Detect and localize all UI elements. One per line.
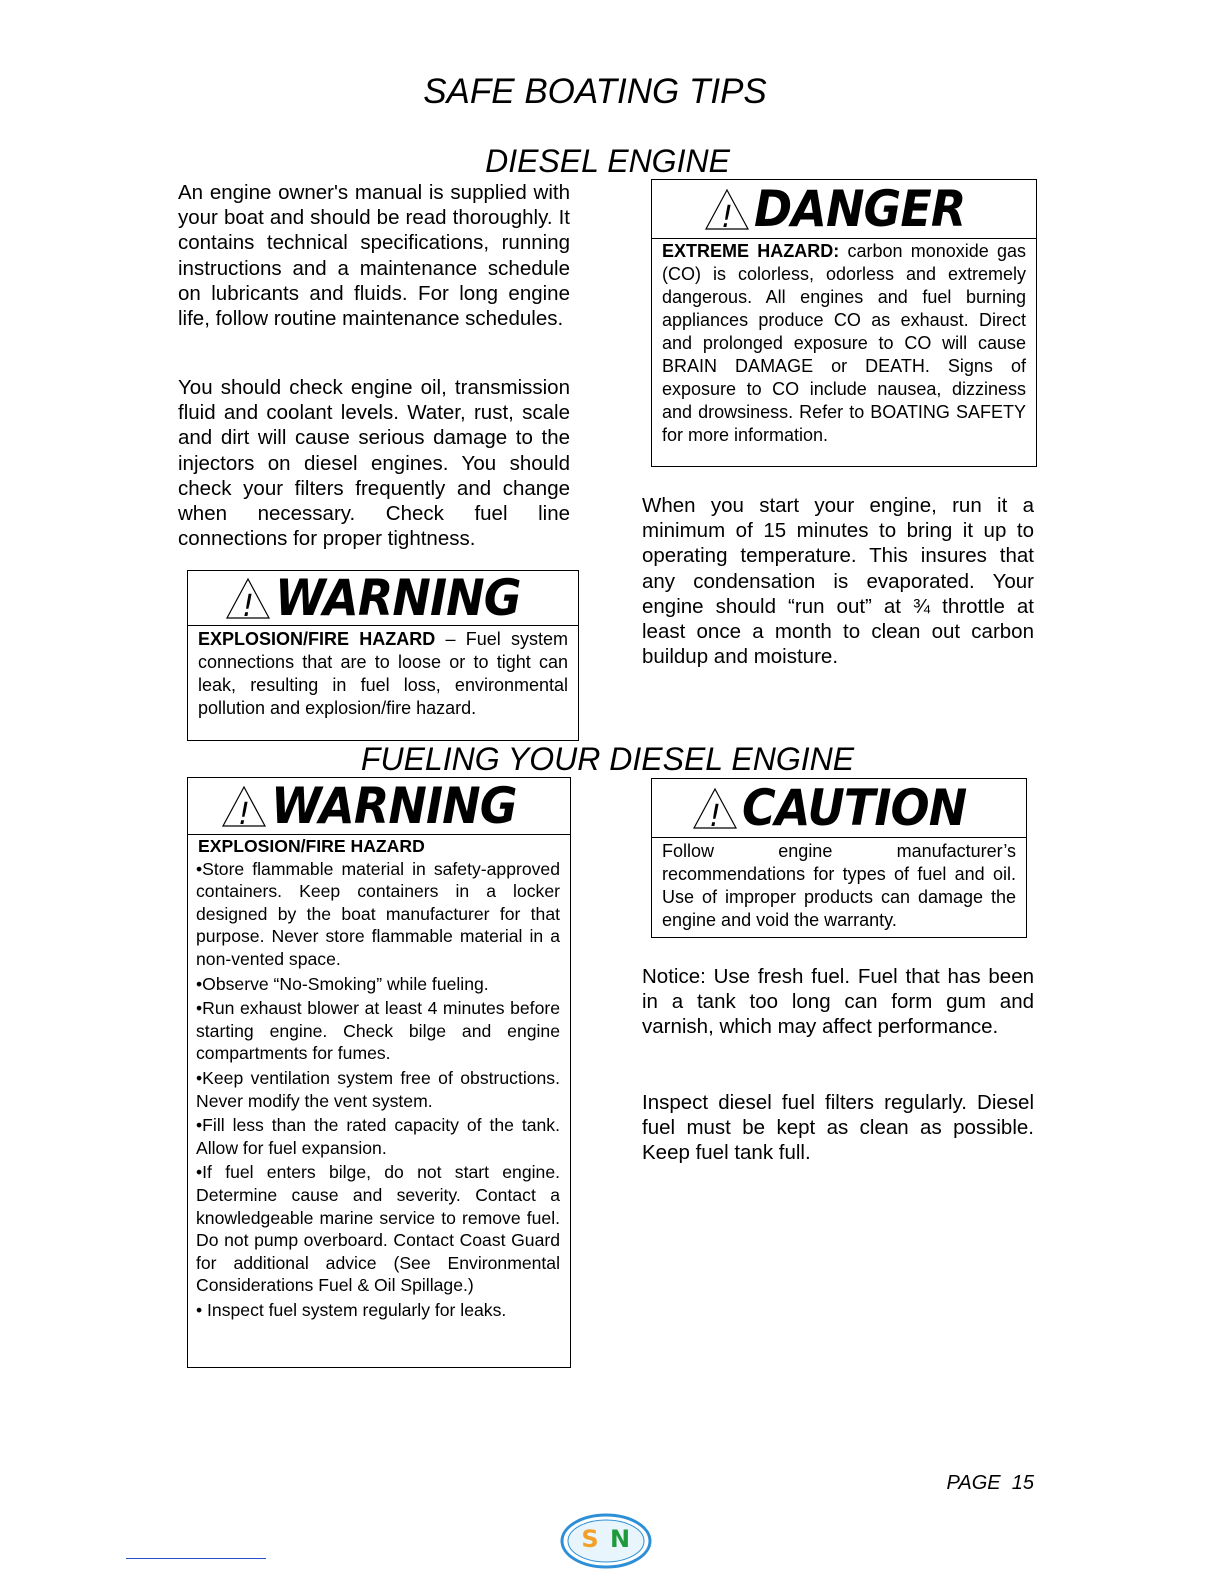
- fueling-warning-lead: EXPLOSION/FIRE HAZARD: [198, 836, 425, 856]
- danger-box: [651, 179, 1037, 467]
- page-number-label: PAGE: [946, 1472, 1001, 1494]
- fueling-paragraph-inspect: Inspect diesel fuel filters regularly. Diesel fuel must be kept as clean as possible. Keep fuel tank full.: [642, 1091, 1034, 1165]
- svg-text:!: !: [237, 797, 250, 828]
- caution-text: Follow engine manufacturer’s recommendations for types of fuel and oil. Use of improper products can damage the engine and void the warranty.: [662, 841, 1016, 930]
- danger-text: [652, 239, 1036, 447]
- sn-logo: [560, 1512, 652, 1570]
- danger-header: [652, 180, 1036, 239]
- svg-text:!: !: [721, 200, 734, 231]
- svg-text:!: !: [709, 799, 722, 830]
- fueling-warning-bullet: •Run exhaust blower at least 4 minutes before starting engine. Check bilge and engine compartments for fumes.: [196, 998, 560, 1064]
- caution-box: [651, 778, 1027, 938]
- warning-header: [188, 778, 570, 835]
- warning-triangle-icon: [704, 187, 750, 231]
- page-number-value: 15: [1011, 1472, 1034, 1494]
- fueling-warning-bullet: •If fuel enters bilge, do not start engine. Determine cause and severity. Contact a knowledgeable marine service to remove fuel. Do not pump overboard. Contact Coast Guard for additional advice (See Environmental Considerations Fuel & Oil Spillage.): [196, 1162, 560, 1296]
- danger-body: carbon monoxide gas (CO) is colorless, odorless and extremely dangerous. All engines and fuel burning appliances produce CO as exhaust. Direct and prolonged exposure to CO will cause BRAIN DAMAGE or DEATH. Signs of exposure to CO include nausea, dizziness and drowsiness. Refer to BOATING SAFETY for more information.: [662, 241, 1027, 445]
- warning-triangle-icon: [225, 576, 271, 620]
- warning-signal-word: WARNING: [274, 569, 521, 627]
- warning-box-fueling: [187, 777, 571, 1368]
- page-number: [947, 1472, 1034, 1495]
- danger-signal-word: DANGER: [754, 180, 966, 238]
- fueling-warning-text: [188, 835, 570, 1321]
- warning-triangle-icon: [221, 784, 267, 828]
- page-title: SAFE BOATING TIPS: [423, 72, 767, 111]
- fueling-paragraph-notice: Notice: Use fresh fuel. Fuel that has been in a tank too long can form gum and varnish, which may affect performance.: [642, 965, 1034, 1039]
- caution-signal-word: CAUTION: [742, 779, 967, 837]
- svg-text:!: !: [241, 589, 254, 620]
- diesel-paragraph-manual: An engine owner's manual is supplied with your boat and should be read thoroughly. It contains technical specifications, running instructions and a maintenance schedule on lubricants and fluids. For long engine life, follow routine maintenance schedules.: [178, 181, 570, 331]
- fueling-warning-bullet: •Keep ventilation system free of obstructions. Never modify the vent system.: [196, 1067, 560, 1111]
- warning-signal-word: WARNING: [270, 777, 517, 835]
- diesel-paragraph-checks: You should check engine oil, transmission fluid and coolant levels. Water, rust, scale and dirt will cause serious damage to the injectors on diesel engines. You should check your filters frequently and change when necessary. Check fuel line connections for proper tightness.: [178, 376, 570, 551]
- fueling-warning-bullet: •Fill less than the rated capacity of the tank. Allow for fuel expansion.: [196, 1115, 560, 1158]
- fueling-warning-bullet: •Observe “No-Smoking” while fueling.: [196, 973, 489, 994]
- fueling-warning-bullet: • Inspect fuel system regularly for leaks.: [196, 1299, 507, 1320]
- logo-letter-n: N: [609, 1525, 631, 1553]
- warning-lead: EXPLOSION/FIRE HAZARD: [198, 629, 436, 649]
- danger-lead: EXTREME HAZARD:: [662, 241, 840, 261]
- footer-link-underline: [126, 1558, 266, 1559]
- caution-header: [652, 779, 1026, 838]
- fueling-warning-bullet: •Store flammable material in safety-approved containers. Keep containers in a locker designed by the boat manufacturer for that purpose. Never store flammable material in a non-vented space.: [196, 858, 560, 969]
- warning-box-fuel-connections: [187, 570, 579, 741]
- section-heading-fueling: FUELING YOUR DIESEL ENGINE: [360, 741, 855, 777]
- warning-text: [188, 626, 578, 720]
- logo-letter-s: S: [581, 1525, 599, 1553]
- diesel-paragraph-startup: When you start your engine, run it a minimum of 15 minutes to bring it up to operating temperature. This insures that any condensation is evaporated. Your engine should “run out” at ¾ throttle at least once a month to clean out carbon buildup and moisture.: [642, 494, 1034, 669]
- warning-header: [188, 571, 578, 626]
- warning-body: – Fuel system connections that are to loose or to tight can leak, resulting in fuel loss, environmental pollution and explosion/fire hazard.: [198, 629, 568, 718]
- section-heading-diesel: DIESEL ENGINE: [485, 143, 730, 179]
- warning-triangle-icon: [692, 786, 738, 830]
